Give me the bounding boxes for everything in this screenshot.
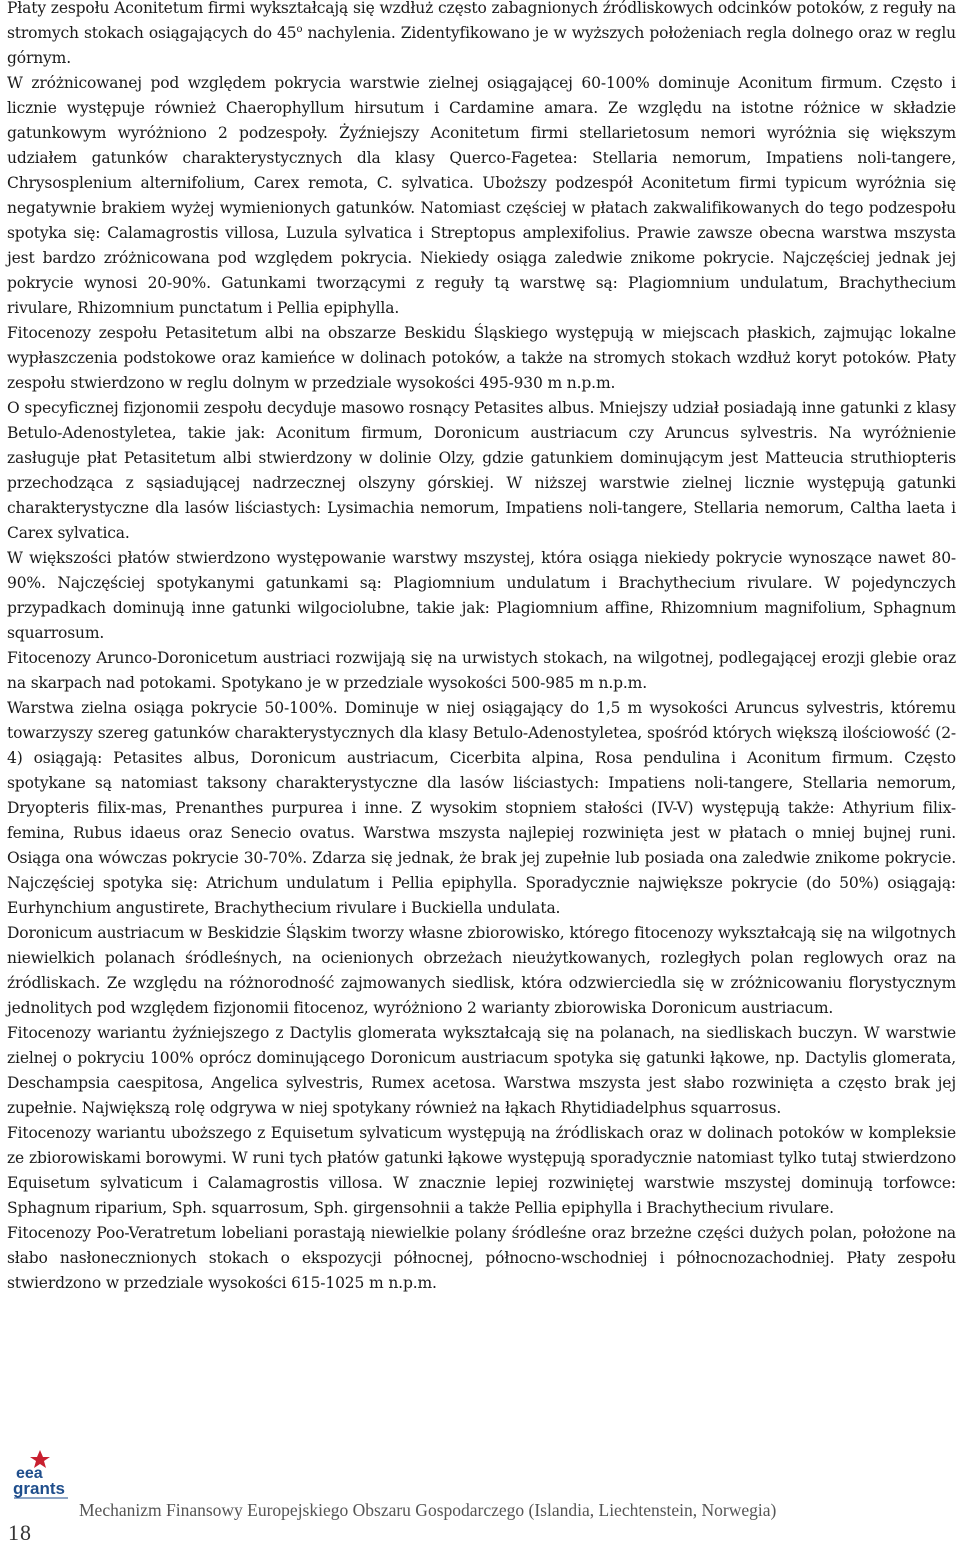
footer-funding-text: Mechanizm Finansowy Europejskiego Obszaru Gospodarczego (Islandia, Liechtenstein, Norwegia) [79,1500,777,1520]
eea-grants-logo [10,1448,72,1500]
degree-superscript: o [296,23,303,35]
paragraph-dactylis-variant: Fitocenozy wariantu żyźniejszego z Dactylis glomerata wykształcają się na polanach, na siedliskach buczyn. W warstwie zielnej o pokryciu 100% oprócz dominującego Doronicum austriacum spotyka się gatunki łąkowe, np. Dactylis glomerata, Deschampsia caespitosa, Angelica sylvestris, Rumex acetosa. Warstwa mszysta jest słabo rozwinięta a często brak jej zupełnie. Największą rolę odgrywa w niej spotykany również na łąkach Rhytidiadelphus squarrosus. [7,1024,956,1117]
logo-text-eea: eea [16,1465,43,1482]
paragraph-aconitetum-intro: Płaty zespołu Aconitetum firmi wykształcają się wzdłuż często zabagnionych źródliskowych odcinków potoków, z reguły na stromych stokach osiągających do 45$^o$ nachylenia. Zidentyfikowano je w wyższych położeniach regla dolnego oraz w reglu górnym. [7,0,956,67]
paragraph-equisetum-variant: Fitocenozy wariantu uboższego z Equisetum sylvaticum występują na źródliskach oraz w dolinach potoków w kompleksie ze zbiorowiskami borowymi. W runi tych płatów gatunki łąkowe występują sporadycznie natomiast tylko tutaj stwierdzono Equisetum sylvaticum i Calamagrostis villosa. W znacznie lepiej rozwiniętej warstwie mszystej dominują torfowce: Sphagnum riparium, Sph. squarrosum, Sph. girgensohnii a także Pellia epiphylla i Brachythecium rivulare. [7,1124,956,1217]
document-body [7,0,956,1296]
paragraph-petasitetum-moss: W większości płatów stwierdzono występowanie warstwy mszystej, która osiąga niekiedy pokrycie wynoszące nawet 80-90%. Najczęściej spotykanymi gatunkami są: Plagiomnium undulatum i Brachythecium rivulare. W pojedynczych przypadkach dominują inne gatunki wilgociolubne, takie jak: Plagiomnium affine, Rhizomnium magnifolium, Sphagnum squarrosum. [7,549,956,642]
page-number: 18 [8,1520,32,1545]
paragraph-arunco-intro: Fitocenozy Arunco-Doronicetum austriaci rozwijają się na urwistych stokach, na wilgotnej, podlegającej erozji glebie oraz na skarpach nad potokami. Spotykano je w przedziale wysokości 500-985 m n.p.m. [7,649,956,692]
paragraph-petasitetum-description: O specyficznej fizjonomii zespołu decyduje masowo rosnący Petasites albus. Mniejszy udział posiadają inne gatunki z klasy Betulo-Adenostyletea, takie jak: Aconitum firmum, Doronicum austriacum czy Aruncus sylvestris. Na wyróżnienie zasługuje płat Petasitetum albi stwierdzony w dolinie Olzy, gdzie gatunkiem dominującym jest Matteucia struthiopteris przechodząca z sąsiadującej nadrzecznej olszyny górskiej. W niższej warstwie zielnej licznie występują gatunki charakterystyczne dla lasów liściastych: Lysimachia nemorum, Impatiens noli-tangere, Stellaria nemorum, Caltha laeta i Carex sylvatica. [7,399,956,542]
paragraph-poo-veratretum: Fitocenozy Poo-Veratretum lobeliani porastają niewielkie polany śródleśne oraz brzeżne części dużych polan, położone na słabo nasłonecznionych stokach o ekspozycji północnej, północno-wschodniej i północnozachodniej. Płaty zespołu stwierdzono w przedziale wysokości 615-1025 m n.p.m. [7,1224,956,1292]
paragraph-arunco-description: Warstwa zielna osiąga pokrycie 50-100%. Dominuje w niej osiągający do 1,5 m wysokości Aruncus sylvestris, któremu towarzyszy szereg gatunków charakterystycznych dla klasy Betulo-Adenostyletea, spośród których większą ilościowość (2-4) osiągają: Petasites albus, Doronicum austriacum, Cicerbita alpina, Rosa pendulina i Aconitum firmum. Często spotykane są natomiast taksony charakterystyczne dla lasów liściastych: Impatiens noli-tangere, Stellaria nemorum, Dryopteris filix-mas, Prenanthes purpurea i inne. Z wysokim stopniem stałości (IV-V) występują także: Athyrium filix-femina, Rubus idaeus oraz Senecio ovatus. Warstwa mszysta najlepiej rozwinięta jest w płatach o mniej bujnej runi. Osiąga ona wówczas pokrycie 30-70%. Zdarza się jednak, że brak jej zupełnie lub posiada ona zaledwie znikome pokrycie. Najczęściej spotyka się: Atrichum undulatum i Pellia epiphylla. Sporadycznie największe pokrycie (do 50%) osiągają: Eurhynchium angustirete, Brachythecium rivulare i Buckiella undulata. [7,699,956,917]
paragraph-petasitetum-intro: Fitocenozy zespołu Petasitetum albi na obszarze Beskidu Śląskiego występują w miejscach płaskich, zajmując lokalne wypłaszczenia podstokowe oraz kamieńce w dolinach potoków, a także na stromych stokach wzdłuż koryt potoków. Płaty zespołu stwierdzono w reglu dolnym w przedziale wysokości 495-930 m n.p.m. [7,324,956,392]
paragraph-aconitetum-description: W zróżnicowanej pod względem pokrycia warstwie zielnej osiągającej 60-100% dominuje Aconitum firmum. Często i licznie występuje również Chaerophyllum hirsutum i Cardamine amara. Ze względu na istotne różnice w składzie gatunkowym wyróżniono 2 podzespoły. Żyźniejszy Aconitetum firmi stellarietosum nemori wyróżnia się większym udziałem gatunków charakterystycznych dla klasy Querco-Fagetea: Stellaria nemorum, Impatiens noli-tangere, Chrysosplenium alternifolium, Carex remota, C. sylvatica. Uboższy podzespół Aconitetum firmi typicum wyróżnia się negatywnie brakiem wyżej wymienionych gatunków. Natomiast częściej w płatach zakwalifikowanych do tego podzespołu spotyka się: Calamagrostis villosa, Luzula sylvatica i Streptopus amplexifolius. Prawie zawsze obecna warstwa mszysta jest bardzo zróżnicowana pod względem pokrycia. Niekiedy osiąga zaledwie znikome pokrycie. Najczęściej jednak jej pokrycie wynosi 20-90%. Gatunkami tworzącymi z reguły tą warstwę są: Plagiomnium undulatum, Brachythecium rivulare, Rhizomnium punctatum i Pellia epiphylla. [7,74,956,317]
page-footer [0,1440,960,1549]
paragraph-doronicum-intro: Doronicum austriacum w Beskidzie Śląskim tworzy własne zbiorowisko, którego fitocenozy wykształcają się na wilgotnych niewielkich polanach śródleśnych, na ocienionych obrzeżach nieużytkowanych, rozległych polan reglowych oraz na źródliskach. Ze względu na różnorodność zajmowanych siedlisk, która odzwierciedla się w zróżnicowaniu florystycznym jednolitych pod względem fizjonomii fitocenoz, wyróżniono 2 warianty zbiorowiska Doronicum austriacum. [7,924,956,1017]
logo-text-grants: grants [13,1479,65,1498]
